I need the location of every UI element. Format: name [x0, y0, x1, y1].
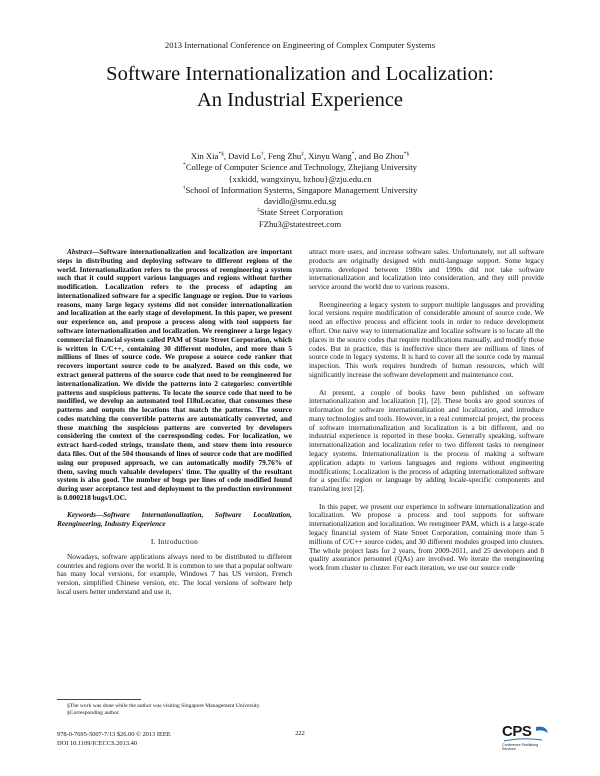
footnotes	[57, 703, 292, 717]
author-mark: *	[351, 151, 355, 158]
author-block	[0, 151, 600, 230]
section-heading-introduction: I. Introduction	[150, 537, 199, 547]
abstract	[57, 248, 292, 503]
author-name: Feng Zhu	[267, 151, 302, 161]
author-name: Xin Xia	[190, 151, 219, 161]
left-column	[57, 248, 292, 597]
abstract-body: —Software internationalization and localization are important steps in distributing and deploying software to different regions of the world. Internationalization refers to the process of reengineering a system such that it could support various languages and regions without further modification. Localization refers to the process of adapting an internationalized software for a specific language or region. Due to various reasons, many large legacy systems did not consider internationalization and localization at the early stage of development. In this paper, we present our experience on, and propose a process along with tool supports for software internationalization and localization. We reengineer a large legacy commercial financial system called PAM of State Street Corporation, which is written in C/C++, containing 30 different modules, and more than 5 millions of lines of source code. We propose a source code ranker that recovers important source code to be analyzed. Based on this code, we extract general patterns of the source code that need to be reengineered for internationalization. We divide the patterns into 2 categories: convertible patterns and suspicious patterns. To locate the source code that need to be modified, we develop an automated tool I18nLocator, that consumes these patterns and outputs the locations that match the patterns. The source codes matching the convertible patterns are automatically converted, and those matching the suspicious patterns are converted by developers considering the context of the corresponding codes. For localization, we extract hard-coded strings, translate them, and store them into resource data files. Out of the 504 thousands of lines of source code that are modified using our proposed approach, we can automatically modify 79.76% of them, saving much valuable developers' time. The quality of the resultant system is also good. The number of bugs per lines of code modified found during user acceptance test and deployment to the production environment is 0.000218 bugs/LOC.	[57, 248, 292, 502]
cps-logo-subtext: Conference Publishing Services	[502, 743, 539, 751]
abstract-lead: Abstract	[67, 248, 92, 256]
affiliation-text: College of Computer Science and Technology, Zhejiang University	[185, 162, 417, 173]
intro-paragraph-1: Nowadays, software applications always need to be distributed to different countries and regions over the world. It is common to see that a popular software has many local versions, for example, Windows 7 has US version, French version, simplified Chinese version, etc. The local versions of software help local users better understand and use it,	[57, 552, 292, 596]
affiliation-mark: *	[183, 162, 186, 169]
affiliation-1	[0, 162, 600, 173]
footer-isbn: 978-0-7695-5007-7/13 $26.00 © 2013 IEEE	[57, 731, 171, 738]
right-paragraph-3: At present, a couple of books have been published on software internationalization and localization [1], [2]. These books are good sources of information for software internationalization and localization, and introduce many technologies and tools. However, in a real commercial project, the process of software internationalization and localization is a bit different, and no industrial experience is reported in these books. Generally speaking, software internationalization and localization refer to two different tasks to reengineer legacy systems. Internationalization is the process of making a software application adapts to various languages and regions without engineering modifications; Localization is the process of adapting internationalized software for a specific region or language by adding locale-specific components and translating text [2].	[309, 388, 544, 494]
footnote-2: §Corresponding author.	[67, 710, 120, 716]
author-mark: *§	[218, 151, 224, 158]
footnote-rule	[57, 699, 141, 700]
email-3: FZhu3@statestreet.com	[258, 218, 342, 229]
title-line-1: Software Internationalization and Localization:	[106, 63, 494, 85]
right-paragraph-4: In this paper, we present our experience in software internationalization and localization. We propose a process and tool supports for software internationalization and localization. We reengineer PAM, which is a large-scale legacy financial system of State Street Corporation, containing more than 5 millions of C/C++ source codes, and 30 different modules grouped into clusters. The whole project lasts for 2 years, from 2009-2011, and 25 developers and 8 quality assurance personnel (QAs) are involved. We iterate the reengineering work from cluster to cluster. For each iteration, we use our source code	[309, 502, 544, 573]
affiliation-text: School of Information Systems, Singapore Management University	[185, 184, 418, 195]
author-mark: †	[260, 151, 264, 158]
affiliation-mark: †	[182, 185, 186, 192]
cps-logo	[502, 723, 550, 753]
conference-header: 2013 International Conference on Engineering of Complex Computer Systems	[164, 40, 436, 50]
right-paragraph-1: attract more users, and increase software sales. Unfortunately, not all software products are originally designed with multi-language support. Some legacy systems developed between 1980s and 1990s did not take software internationalization and localization into consideration, and they still provide service around the world due to various reasons.	[309, 248, 544, 292]
affiliation-text: State Street Corporation	[259, 207, 343, 218]
right-column	[309, 248, 544, 573]
email-2: davidlo@smu.edu.sg	[263, 196, 337, 207]
keywords-body: —Software Internationalization, Software Localization, Reengineering, Industry Experience	[57, 511, 292, 529]
affiliation-2	[0, 185, 600, 196]
footer-doi: DOI 10.1109/ICECCS.2013.40	[57, 740, 138, 747]
cps-logo-text: CPS	[502, 723, 532, 740]
author-mark: *§	[403, 151, 410, 158]
paper-title	[0, 61, 600, 113]
footnote-1: §The work was done while the author was visiting Singapore Management University.	[67, 703, 261, 709]
affiliation-3	[0, 207, 600, 218]
author-name: Xinyu Wang	[308, 151, 352, 161]
page-number: 222	[295, 730, 305, 737]
email-1: {xxkidd, wangxinyu, bzhou}@zju.edu.cn	[228, 173, 372, 184]
author-mark: ‡	[301, 151, 304, 158]
title-line-2: An Industrial Experience	[196, 89, 404, 111]
right-paragraph-2: Reengineering a legacy system to support multiple languages and providing local versions require modification of considerable amount of source code. We need an effective process and efficient tools in order to reduce development effort. One naive way to internationalize and localize software is to locate all the places in the source codes that require modifications manually, and modify those codes. But in practice, this is ineffective since there are millions of lines of source code in legacy systems. It is hard to cover all the source code by manual inspection. This work requires hundreds of human resources, which will significantly increase the software development and maintenance cost.	[309, 300, 544, 379]
affiliation-mark: ‡	[257, 207, 260, 214]
author-name: Bo Zhou	[373, 151, 404, 161]
keywords-lead: Keywords	[67, 511, 96, 520]
keywords	[57, 511, 292, 529]
author-name: David Lo	[228, 151, 261, 161]
author-names: Xin Xia*§, David Lo†, Feng Zhu‡, Xinyu Wang*, and Bo Zhou*§	[190, 151, 410, 161]
